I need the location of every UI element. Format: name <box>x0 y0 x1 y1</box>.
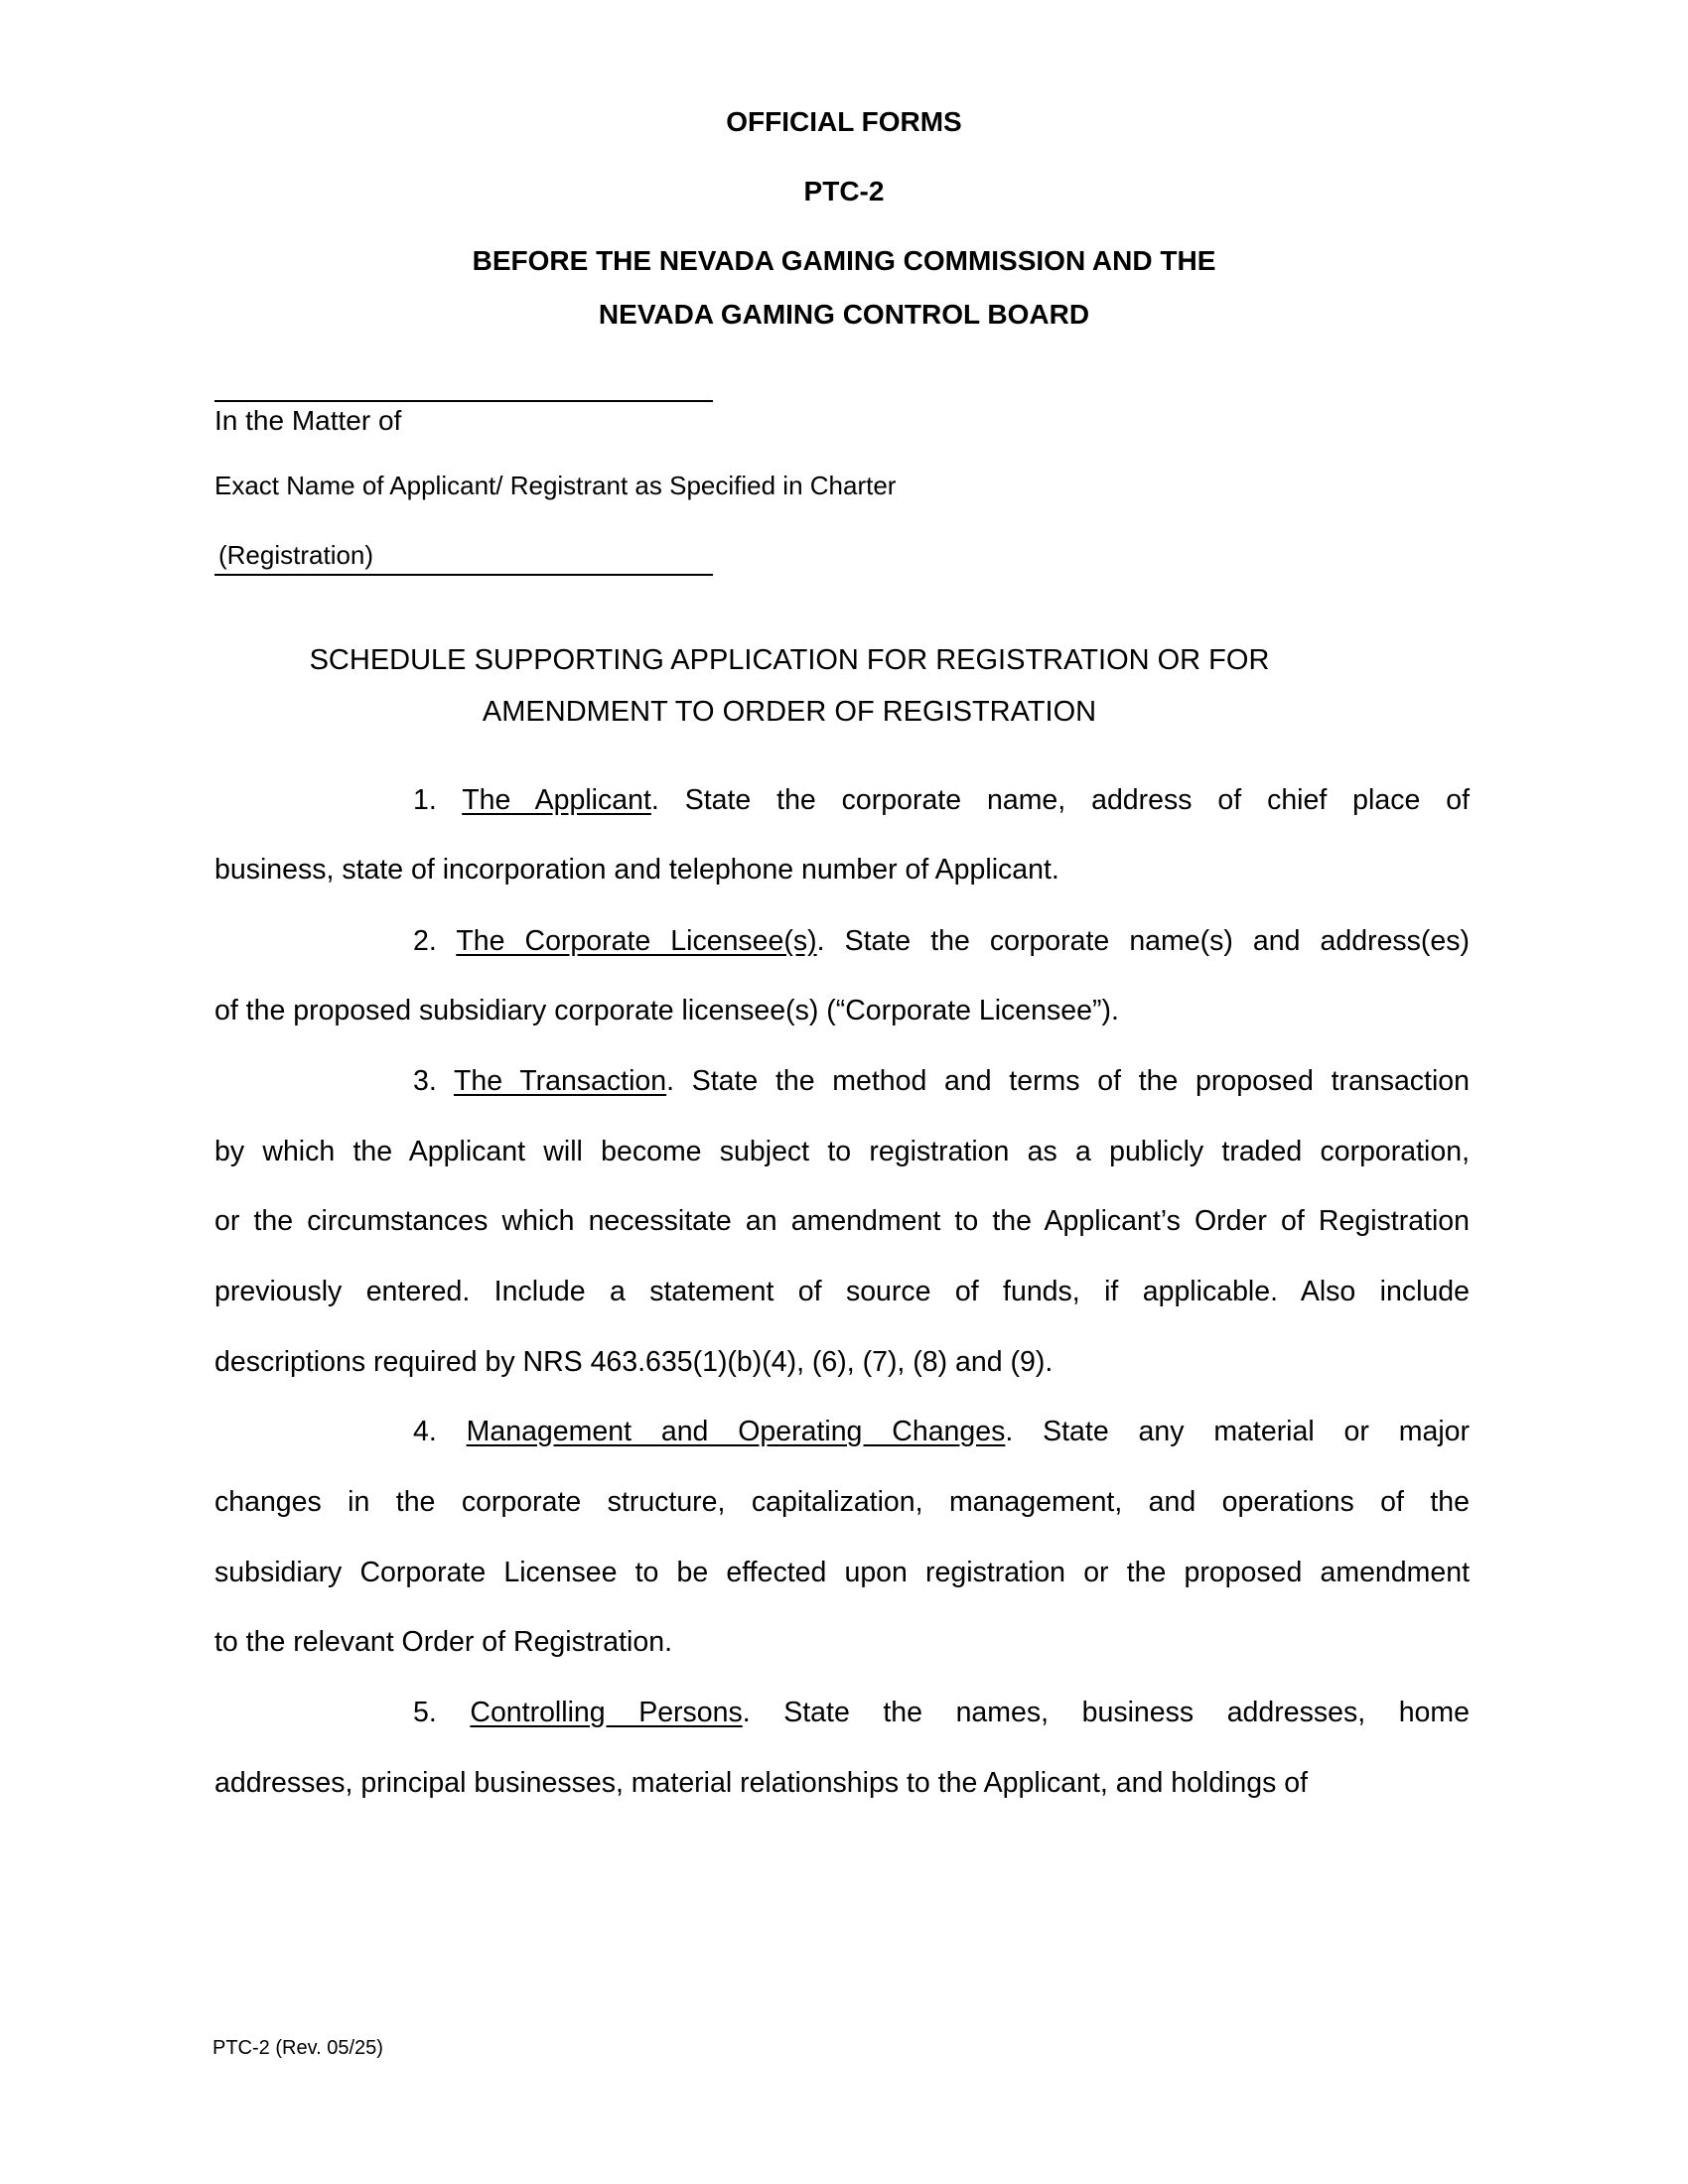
before-heading-line-2: NEVADA GAMING CONTROL BOARD <box>598 299 1090 330</box>
item-3-line: descriptions required by NRS 463.635(1)(b)(4), (6), (7), (8) and (9). <box>214 1346 1054 1378</box>
item-4-number: 4. <box>413 1416 437 1447</box>
item-2-first-line <box>413 921 1470 961</box>
item-2-first-line-text: . State the corporate name(s) and address(es) <box>816 925 1470 957</box>
item-3-line: or the circumstances which necessitate an amendment to the Applicant’s Order of Registration <box>214 1205 1470 1237</box>
item-5-first-line <box>413 1693 1470 1732</box>
item-3-first-line-text: . State the method and terms of the proposed transaction <box>666 1065 1470 1097</box>
item-3-line: previously entered. Include a statement of source of funds, if applicable. Also include <box>214 1276 1470 1307</box>
item-4-first-line <box>413 1412 1470 1451</box>
schedule-title-line-2: AMENDMENT TO ORDER OF REGISTRATION <box>482 696 1097 728</box>
item-4-line: subsidiary Corporate Licensee to be effected upon registration or the proposed amendment <box>214 1557 1470 1588</box>
item-4-line: changes in the corporate structure, capitalization, management, and operations of the <box>214 1486 1470 1518</box>
item-5-heading: Controlling Persons <box>470 1697 743 1728</box>
item-1-heading: The Applicant <box>462 784 651 816</box>
item-5-first-line-text: . State the names, business addresses, home <box>742 1697 1470 1728</box>
item-2-line: of the proposed subsidiary corporate licensee(s) (“Corporate Licensee”). <box>214 995 1119 1026</box>
item-3-line: by which the Applicant will become subject to registration as a publicly traded corporation, <box>214 1136 1470 1167</box>
item-4-heading: Management and Operating Changes <box>466 1416 1006 1447</box>
item-1-line: business, state of incorporation and telephone number of Applicant. <box>214 854 1059 886</box>
item-2-heading: The Corporate Licensee(s) <box>456 925 817 957</box>
item-4-line: to the relevant Order of Registration. <box>214 1626 672 1658</box>
item-3-first-line <box>413 1061 1470 1101</box>
item-5-number: 5. <box>413 1697 437 1728</box>
item-1-number: 1. <box>413 784 437 816</box>
item-5-line: addresses, principal businesses, material relationships to the Applicant, and holdings of <box>214 1767 1309 1799</box>
item-3-number: 3. <box>413 1065 437 1097</box>
item-3-heading: The Transaction <box>453 1065 667 1097</box>
official-forms-heading: OFFICIAL FORMS <box>726 106 962 137</box>
item-1-first-line <box>413 780 1470 820</box>
item-4-first-line-text: . State any material or major <box>1005 1416 1471 1447</box>
form-revision-footer: PTC-2 (Rev. 05/25) <box>212 2037 383 2059</box>
before-heading-line-1: BEFORE THE NEVADA GAMING COMMISSION AND THE <box>472 245 1216 276</box>
caption-top-rule <box>214 400 713 402</box>
item-2-number: 2. <box>413 925 437 957</box>
applicant-name-label: Exact Name of Applicant/ Registrant as Specified in Charter <box>214 471 897 500</box>
schedule-title-line-1: SCHEDULE SUPPORTING APPLICATION FOR REGISTRATION OR FOR <box>309 644 1270 676</box>
in-the-matter-label: In the Matter of <box>214 405 402 436</box>
registration-label: (Registration) <box>218 540 374 570</box>
item-1-first-line-text: . State the corporate name, address of chief place of <box>650 784 1470 816</box>
caption-bottom-rule <box>214 574 713 576</box>
form-number-heading: PTC-2 <box>803 176 885 206</box>
